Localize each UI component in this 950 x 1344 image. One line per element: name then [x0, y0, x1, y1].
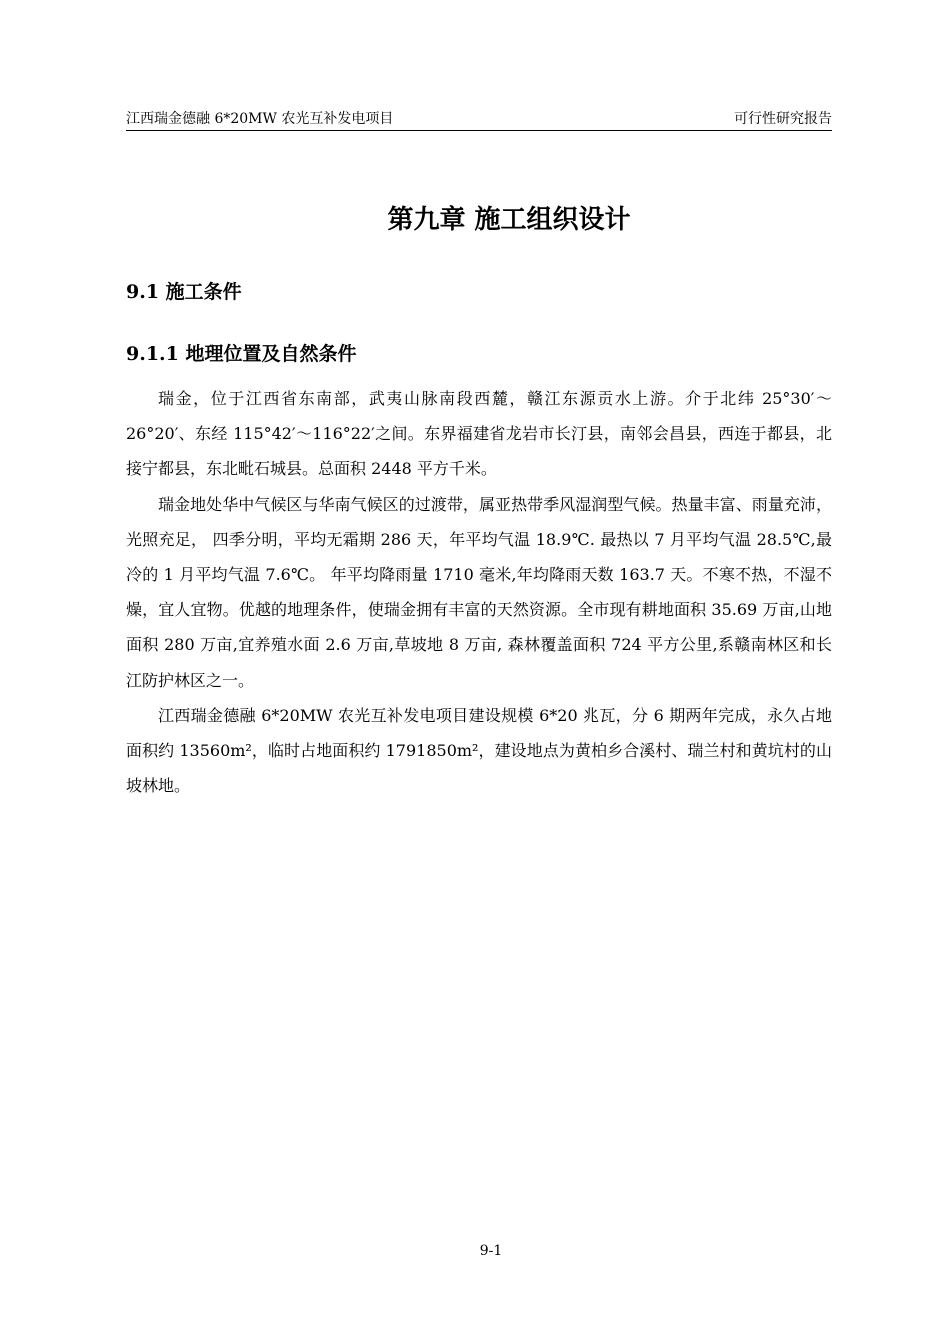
header-rule	[126, 130, 832, 131]
page-number: 9-1	[479, 1243, 503, 1259]
paragraph-project-scale: 江西瑞金德融 6*20MW 农光互补发电项目建设规模 6*20 兆瓦，分 6 期两年完成，永久占地面积约 13560m²，临时占地面积约 1791850m²，建设地点为黄柏乡合溪村、瑞兰村和黄坑村的山坡林地。	[126, 705, 832, 796]
chapter-title: 第九章 施工组织设计	[387, 205, 631, 235]
section-heading: 9.1 施工条件	[126, 281, 242, 303]
subsection-heading: 9.1.1 地理位置及自然条件	[126, 343, 357, 365]
header-project-title: 江西瑞金德融 6*20MW 农光互补发电项目	[126, 111, 394, 127]
paragraph-climate: 瑞金地处华中气候区与华南气候区的过渡带，属亚热带季风湿润型气候。热量丰富、雨量充沛，光照充足， 四季分明，平均无霜期 286 天，年平均气温 18.9℃. 最热以 7 月平均气温 28.5℃,最冷的 1 月平均气温 7.6℃。 年平均降雨量 1710 毫米,年均降雨天数 163.7 天。不寒不热，不湿不燥，宜人宜物。优越的地理条件，使瑞金拥有丰富的天然资源。全市现有耕地面积 35.69 万亩,山地面积 280 万亩,宜养殖水面 2.6 万亩,草坡地 8 万亩, 森林覆盖面积 724 平方公里,系赣南林区和长江防护林区之一。	[126, 494, 832, 690]
page-header	[126, 108, 832, 130]
header-report-type: 可行性研究报告	[734, 111, 832, 127]
paragraph-location: 瑞金，位于江西省东南部，武夷山脉南段西麓，赣江东源贡水上游。介于北纬 25°30′～26°20′、东经 115°42′～116°22′之间。东界福建省龙岩市长汀县，南邻会昌县，西连于都县，北接宁都县，东北毗石城县。总面积 2448 平方千米。	[126, 389, 832, 479]
body-text	[126, 381, 832, 803]
